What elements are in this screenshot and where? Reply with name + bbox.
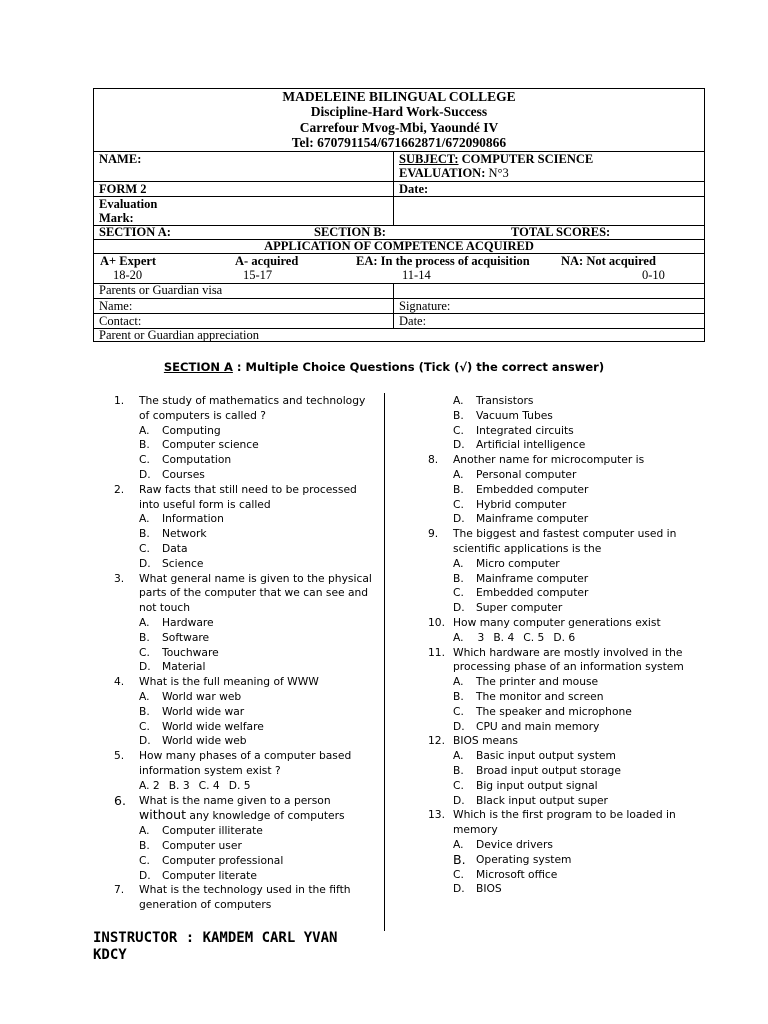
answer-option[interactable] (453, 764, 690, 779)
option-letter: C. (453, 497, 464, 511)
option-letter: C. (139, 719, 150, 733)
option-letter: C. (139, 645, 150, 659)
option-text: Computing (162, 423, 221, 437)
option-text: The speaker and microphone (476, 704, 632, 718)
contact-label: Contact: (99, 314, 142, 328)
option-letter: B. (139, 527, 150, 541)
answer-option[interactable] (139, 646, 372, 661)
question-text: How many computer generations exist (453, 615, 661, 629)
option-text: BIOS (476, 882, 502, 896)
question-number: 11. (428, 645, 445, 659)
school-motto: Discipline-Hard Work-Success (310, 104, 488, 119)
option-c[interactable]: C. 5 (523, 630, 545, 644)
answer-option[interactable] (139, 869, 372, 884)
answer-option[interactable] (139, 720, 372, 735)
option-text: World war web (162, 689, 242, 703)
question-number: 3. (114, 571, 125, 585)
answer-option[interactable] (453, 557, 690, 572)
answer-option[interactable] (139, 839, 372, 854)
instructor-initials: KDCY (93, 947, 127, 963)
left-question-column (114, 394, 372, 913)
answer-option[interactable] (139, 854, 372, 869)
option-text: The monitor and screen (476, 689, 604, 703)
question-11 (428, 646, 690, 735)
option-text: Embedded computer (476, 586, 589, 600)
answer-option[interactable] (453, 838, 690, 853)
option-c[interactable]: C. 4 (198, 778, 220, 792)
school-tel: Tel: 670791154/671662871/672090866 (291, 135, 507, 150)
answer-option[interactable] (453, 468, 690, 483)
option-text: Integrated circuits (476, 423, 574, 437)
option-text: Embedded computer (476, 482, 589, 496)
answer-option[interactable] (453, 394, 690, 409)
answer-option[interactable] (139, 824, 372, 839)
option-text: World wide web (162, 734, 247, 748)
answer-option[interactable] (139, 438, 372, 453)
grade-acquired-range: 15-17 (243, 268, 273, 282)
question-number: 7. (114, 883, 125, 897)
answer-option[interactable] (139, 705, 372, 720)
evaluation-mark-label-2: Mark: (99, 211, 134, 225)
answer-option[interactable] (453, 498, 690, 513)
school-address: Carrefour Mvog-Mbi, Yaoundé IV (299, 120, 499, 135)
option-text: Mainframe computer (476, 512, 589, 526)
option-letter: A. (453, 394, 464, 407)
answer-option[interactable] (453, 483, 690, 498)
grade-acquired: A- acquired (235, 254, 299, 268)
option-letter: C. (453, 867, 464, 881)
question-7-options (428, 394, 690, 453)
option-text: Computer illiterate (162, 824, 263, 838)
question-9 (428, 527, 690, 616)
column-divider (384, 393, 385, 931)
option-letter: B. (453, 482, 464, 496)
option-letter: C. (453, 423, 464, 437)
answer-option[interactable] (453, 424, 690, 439)
option-letter: B. (453, 689, 464, 703)
answer-option[interactable] (453, 779, 690, 794)
question-number: 13. (428, 808, 445, 822)
option-letter: C. (139, 853, 150, 867)
option-d[interactable]: D. 5 (228, 778, 251, 792)
option-letter: D. (453, 719, 465, 733)
grade-in-process: EA: In the process of acquisition (356, 254, 530, 268)
option-text: World wide war (162, 704, 245, 718)
option-text: Vacuum Tubes (476, 408, 553, 422)
answer-option[interactable] (139, 734, 372, 749)
grade-not-acquired-range: 0-10 (642, 268, 665, 282)
option-letter: B. (139, 838, 150, 852)
option-text: Computer professional (162, 853, 284, 867)
question-13 (428, 808, 690, 897)
answer-option[interactable] (139, 631, 372, 646)
option-letter: B. (453, 851, 466, 867)
date-label: Date: (399, 182, 429, 196)
signature-label: Signature: (399, 299, 451, 313)
option-b[interactable]: B. 3 (168, 778, 190, 792)
instructor-name: INSTRUCTOR : KAMDEM CARL YVAN (93, 930, 338, 946)
answer-option[interactable] (139, 527, 372, 542)
option-letter: D. (453, 793, 465, 807)
grade-in-process-range: 11-14 (402, 268, 431, 282)
evaluation-label: EVALUATION: (399, 166, 486, 180)
school-name: MADELEINE BILINGUAL COLLEGE (282, 89, 516, 104)
answer-option[interactable] (453, 705, 690, 720)
question-number: 12. (428, 734, 445, 748)
question-number: 1. (114, 394, 125, 407)
answer-option[interactable] (453, 794, 690, 809)
option-text: Big input output signal (476, 778, 598, 792)
grade-expert-range: 18-20 (113, 268, 143, 282)
guardian-date-label: Date: (399, 314, 427, 328)
option-a-letter[interactable]: A. (453, 630, 464, 644)
option-letter: A. (453, 675, 464, 689)
option-letter: D. (453, 601, 465, 615)
option-text: Information (162, 512, 224, 526)
form-label: FORM 2 (99, 182, 147, 196)
answer-option[interactable] (453, 572, 690, 587)
answer-option[interactable] (453, 690, 690, 705)
option-text: Software (162, 630, 210, 644)
option-letter: D. (139, 467, 151, 481)
option-text: Hardware (162, 615, 214, 629)
option-letter: A. (139, 423, 150, 437)
appreciation-label: Parent or Guardian appreciation (99, 328, 260, 342)
question-text: How many phases of a computer based information system exist ? (139, 749, 352, 777)
option-letter: D. (139, 556, 151, 570)
competence-title: APPLICATION OF COMPETENCE ACQUIRED (264, 239, 534, 253)
option-letter: D. (453, 882, 465, 896)
option-letter: D. (453, 438, 465, 452)
answer-option[interactable] (139, 468, 372, 483)
section-title-text: : Multiple Choice Questions (Tick (√) the correct answer) (232, 360, 605, 374)
option-letter: D. (139, 868, 151, 882)
answer-option[interactable] (139, 453, 372, 468)
answer-option[interactable] (453, 512, 690, 527)
option-a-value[interactable]: 3 (477, 630, 485, 644)
answer-option[interactable] (453, 601, 690, 616)
evaluation-value: N°3 (485, 166, 509, 180)
question-text: The study of mathematics and technology of computers is called ? (139, 394, 366, 422)
option-letter: A. (139, 615, 150, 629)
parents-visa-label: Parents or Guardian visa (99, 283, 223, 297)
option-text: Computer literate (162, 868, 257, 882)
section-b-score: SECTION B: (314, 225, 386, 239)
answer-option[interactable] (139, 660, 372, 675)
subject-value: COMPUTER SCIENCE (458, 152, 594, 166)
question-number: 9. (428, 527, 439, 541)
option-letter: D. (453, 512, 465, 526)
question-10 (428, 616, 690, 646)
option-text: Data (162, 541, 188, 555)
answer-option[interactable] (453, 882, 690, 897)
option-text: Personal computer (476, 467, 577, 481)
question-6 (114, 794, 372, 884)
total-scores: TOTAL SCORES: (511, 225, 611, 239)
option-text: Basic input output system (476, 749, 616, 763)
question-text: What is the full meaning of WWW (139, 675, 319, 689)
question-2 (114, 483, 372, 572)
option-text: Science (162, 556, 204, 570)
question-3 (114, 572, 372, 676)
option-letter: B. (453, 571, 464, 585)
option-letter: A. (453, 749, 464, 763)
option-text: Hybrid computer (476, 497, 567, 511)
evaluation-mark-label-1: Evaluation (99, 197, 158, 211)
option-letter: A. (139, 824, 150, 838)
option-text: Touchware (162, 645, 219, 659)
question-text: What is the name given to a person without any knowledge of computers (139, 793, 345, 823)
question-text: What is the technology used in the fifth generation of computers (139, 883, 351, 912)
answer-option[interactable] (453, 586, 690, 601)
answer-option[interactable] (453, 409, 690, 424)
option-text: Broad input output storage (476, 763, 621, 777)
option-letter: B. (453, 763, 464, 777)
option-letter: B. (139, 704, 150, 718)
question-number: 5. (114, 749, 125, 763)
option-text: Operating system (476, 852, 572, 866)
option-letter: C. (453, 586, 464, 600)
question-text: BIOS means (453, 734, 518, 748)
option-a[interactable]: A. 2 (139, 778, 160, 792)
instructor (93, 930, 337, 964)
option-letter: D. (139, 734, 151, 748)
question-text: Which is the first program to be loaded in memory (453, 808, 676, 837)
option-text: Microsoft office (476, 867, 558, 881)
inline-options (139, 779, 372, 794)
answer-option[interactable] (453, 720, 690, 735)
option-letter: D. (139, 660, 151, 674)
option-letter: C. (139, 453, 150, 467)
question-number: 6. (114, 792, 126, 808)
option-text: Courses (162, 467, 205, 481)
grade-not-acquired: NA: Not acquired (561, 254, 656, 268)
answer-option[interactable] (139, 557, 372, 572)
inline-options (453, 631, 690, 646)
answer-option[interactable] (139, 424, 372, 439)
option-text: Transistors (476, 394, 534, 407)
section-a-score: SECTION A: (99, 225, 171, 239)
option-text: World wide welfare (162, 719, 264, 733)
option-text: Network (162, 527, 207, 541)
right-question-column (428, 394, 690, 897)
question-number: 8. (428, 453, 439, 467)
answer-option[interactable] (139, 616, 372, 631)
question-8 (428, 453, 690, 527)
question-number: 2. (114, 482, 125, 496)
option-letter: B. (139, 438, 150, 452)
option-text: Computation (162, 453, 232, 467)
question-5 (114, 749, 372, 793)
answer-option[interactable] (453, 438, 690, 453)
question-1 (114, 394, 372, 483)
option-text: Device drivers (476, 837, 553, 851)
question-text: Raw facts that still need to be processed into useful form is called (139, 482, 357, 511)
question-text: What general name is given to the physical parts of the computer that we can see and not touch (139, 571, 372, 615)
section-title (0, 360, 768, 374)
option-d[interactable]: D. 6 (553, 630, 576, 644)
answer-option[interactable] (139, 542, 372, 557)
section-title-underlined: SECTION A (163, 360, 233, 374)
option-text: Black input output super (476, 793, 608, 807)
option-b[interactable]: B. 4 (493, 630, 515, 644)
question-text: The biggest and fastest computer used in scientific applications is the (453, 527, 677, 555)
question-12 (428, 734, 690, 808)
option-letter: A. (453, 556, 464, 570)
name-label: NAME: (99, 152, 142, 166)
option-text: Micro computer (476, 556, 560, 570)
subject-label: SUBJECT: (399, 152, 459, 166)
question-number: 10. (428, 615, 445, 629)
option-letter: C. (453, 778, 464, 792)
question-7 (114, 883, 372, 913)
option-letter: C. (453, 704, 464, 718)
answer-option[interactable] (453, 675, 690, 690)
answer-option[interactable] (453, 853, 690, 868)
question-4 (114, 675, 372, 749)
grade-expert: A+ Expert (100, 254, 157, 268)
option-letter: B. (453, 408, 464, 422)
evaluation-field (399, 166, 509, 180)
option-letter: A. (453, 467, 464, 481)
header-table (93, 88, 705, 342)
option-text: Super computer (476, 601, 563, 615)
option-text: The printer and mouse (476, 675, 599, 689)
option-text: Material (162, 660, 206, 674)
option-letter: A. (139, 689, 150, 703)
subject-field (399, 152, 593, 166)
answer-option[interactable] (453, 868, 690, 883)
option-letter: B. (139, 630, 150, 644)
question-number: 4. (114, 675, 125, 689)
answer-option[interactable] (139, 690, 372, 705)
option-text: Computer user (162, 838, 242, 852)
option-text: Computer science (162, 438, 259, 452)
answer-option[interactable] (453, 749, 690, 764)
option-text: Artificial intelligence (476, 438, 586, 452)
guardian-name-label: Name: (99, 299, 133, 313)
option-letter: A. (139, 512, 150, 526)
question-text: Another name for microcomputer is (453, 453, 645, 467)
option-letter: A. (453, 837, 464, 851)
option-text: CPU and main memory (476, 719, 600, 733)
answer-option[interactable] (139, 512, 372, 527)
question-text: Which hardware are mostly involved in the processing phase of an information system (453, 645, 684, 674)
option-text: Mainframe computer (476, 571, 589, 585)
option-letter: C. (139, 541, 150, 555)
